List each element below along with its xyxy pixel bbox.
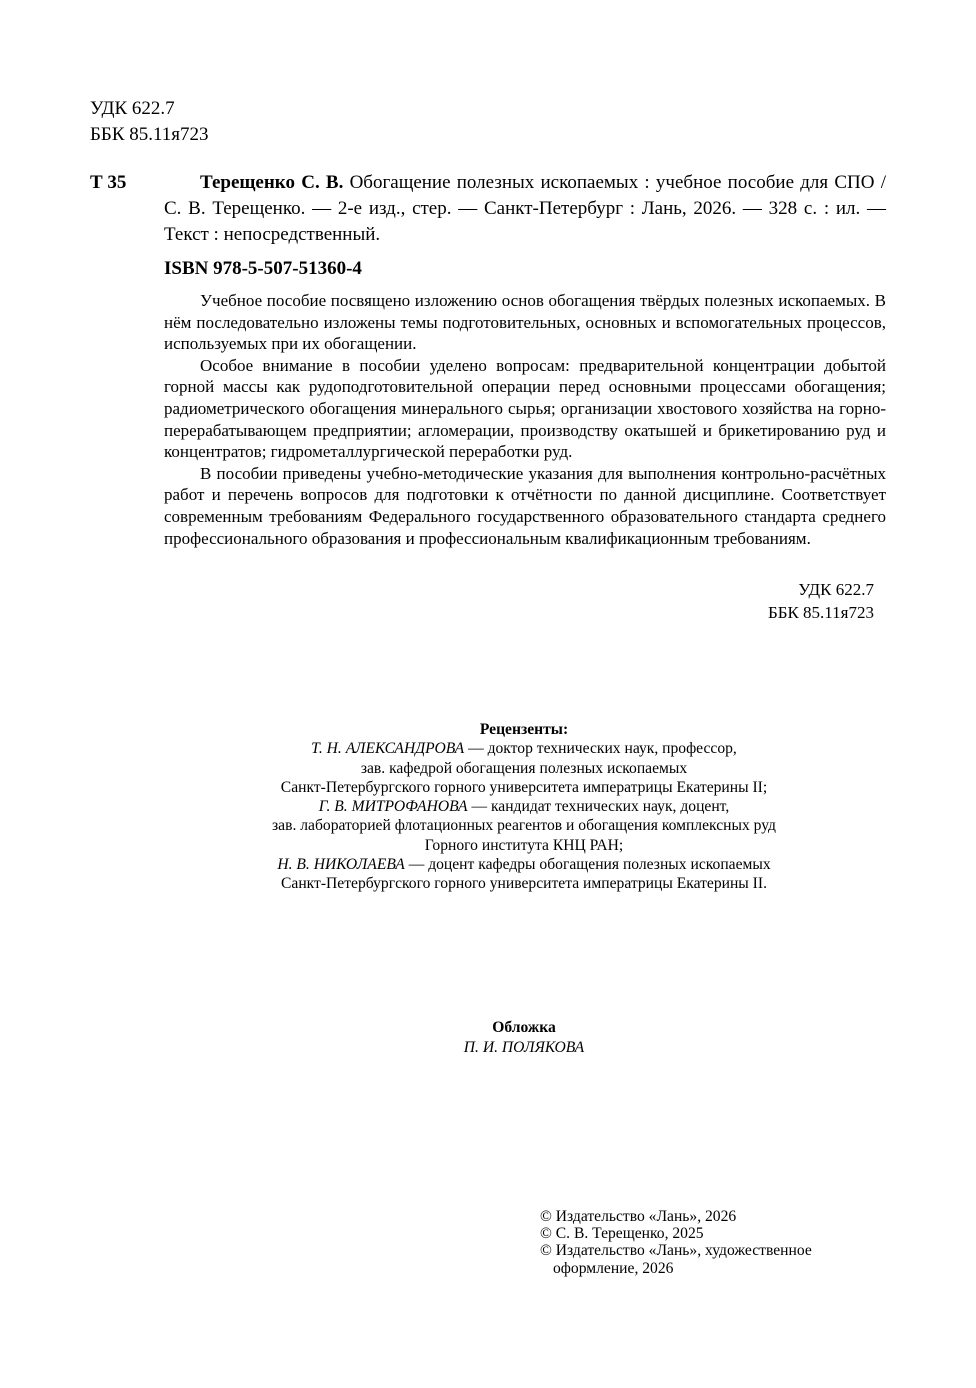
record-description: Обогащение полезных ископаемых : учебное пособие для СПО / С. В. Терещенко. — 2-е изд., стер. — Санкт-Петербург : Лань, 2026. — 328 с. : ил. — Текст : непосредственный.	[164, 172, 886, 245]
reviewer-2: Г. В. МИТРОФАНОВА — кандидат технических наук, доцент,	[318, 798, 730, 816]
reviewer-2-position: зав. лабораторией флотационных реагентов и обогащения комплексных руд	[272, 817, 776, 835]
cover-credit	[100, 1018, 948, 1058]
reviewer-1-position: зав. кафедрой обогащения полезных ископаемых	[360, 759, 688, 777]
copyright-line: © С. В. Терещенко, 2025	[540, 1225, 704, 1243]
reviewer-1: Т. Н. АЛЕКСАНДРОВА — доктор технических наук, профессор,	[311, 740, 737, 758]
footer-classification	[700, 578, 874, 624]
reviewer-2-affiliation: Горного института КНЦ РАН;	[424, 836, 624, 854]
copyright-block	[540, 1208, 870, 1277]
copyright-line: © Издательство «Лань», 2026	[540, 1208, 737, 1225]
reviewer-name: Г. В. МИТРОФАНОВА	[318, 798, 468, 816]
copyright-line: © Издательство «Лань», художественное оформление, 2026	[540, 1242, 812, 1277]
abstract-paragraph: Учебное пособие посвящено изложению основ обогащения твёрдых полезных ископаемых. В нём последовательно изложены темы подготовительных, основных и вспомогательных процессов, используемых при их обогащении.	[164, 291, 886, 354]
isbn: ISBN 978-5-507-51360-4	[164, 258, 362, 279]
author-name: Терещенко С. В.	[200, 172, 344, 193]
abstract	[164, 290, 886, 549]
bbk-code: ББК 85.11я723	[90, 124, 209, 145]
udk-code: УДК 622.7	[90, 98, 175, 119]
cover-designer: П. И. ПОЛЯКОВА	[463, 1039, 585, 1056]
classification-header	[90, 96, 209, 148]
author-mark: Т 35	[90, 172, 127, 193]
reviewers-block	[100, 720, 948, 894]
reviewer-3-affiliation: Санкт-Петербургского горного университета императрицы Екатерины II.	[281, 875, 767, 893]
reviewer-name: Н. В. НИКОЛАЕВА	[277, 856, 405, 874]
abstract-paragraph: Особое внимание в пособии уделено вопросам: предварительной концентрации добытой горной массы как рудоподготовительной операции перед основными процессами обогащения; радиометрического обогащения минерального сырья; организации хвостового хозяйства на горно-перерабатывающем предприятии; агломерации, производству окатышей и брикетированию руд и концентратов; гидрометаллургической переработки руд.	[164, 355, 886, 462]
reviewer-1-affiliation: Санкт-Петербургского горного университета императрицы Екатерины II;	[280, 778, 768, 796]
reviewer-name: Т. Н. АЛЕКСАНДРОВА	[311, 740, 465, 758]
footer-bbk-code: ББК 85.11я723	[767, 603, 874, 622]
cover-heading: Обложка	[492, 1019, 556, 1036]
bibliographic-record	[164, 170, 886, 248]
reviewers-heading: Рецензенты:	[479, 721, 569, 738]
footer-udk-code: УДК 622.7	[798, 580, 874, 599]
reviewer-3: Н. В. НИКОЛАЕВА — доцент кафедры обогащения полезных ископаемых	[277, 856, 771, 874]
abstract-paragraph: В пособии приведены учебно-методические указания для выполнения контрольно-расчётных работ и перечень вопросов для подготовки к отчётности по данной дисциплине. Соответствует современным требованиям Федерального государственного образовательного стандарта среднего профессионального образования и профессиональным квалификационным требованиям.	[164, 463, 886, 548]
